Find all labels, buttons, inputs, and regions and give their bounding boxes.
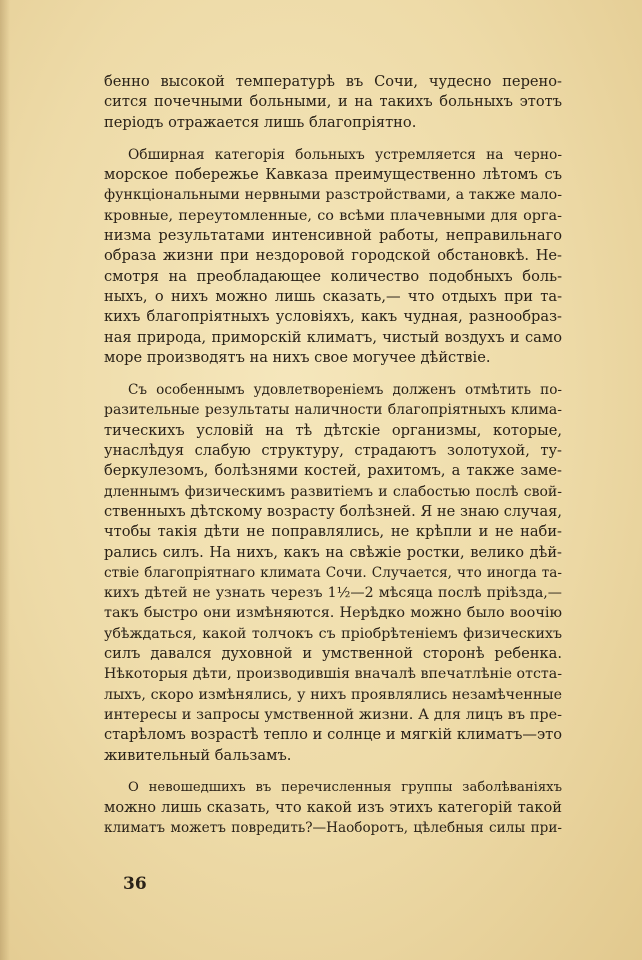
text-line: старѣломъ возрастѣ тепло и солнце и мягкій климатъ—это: [104, 726, 562, 744]
text-line: можно лишь сказать, что какой изъ этихъ категорій такой: [104, 799, 562, 817]
text-line: интересы и запросы умственной жизни. А для лицъ въ пре-: [104, 706, 562, 723]
text-line: убѣждаться, какой толчокъ съ пріобрѣтеніемъ физическихъ: [104, 625, 562, 642]
text-line: низма результатами интенсивной работы, неправильнаго: [104, 227, 562, 245]
text-line: ствіе благопріятнаго климата Сочи. Случается, что иногда та-: [104, 564, 562, 581]
paragraph: [104, 778, 562, 839]
text-body: [104, 72, 562, 839]
text-line: силъ давался духовной и умственной сторонѣ ребенка.: [104, 645, 562, 663]
text-line: Нѣкоторыя дѣти, производившія вначалѣ впечатлѣніе отста-: [104, 666, 562, 683]
text-line: ныхъ, о нихъ можно лишь сказать,— что отдыхъ при та-: [104, 287, 562, 305]
text-line: рались силъ. На нихъ, какъ на свѣжіе ростки, велико дѣй-: [104, 543, 562, 561]
text-line: Съ особеннымъ удовлетвореніемъ долженъ отмѣтить по-: [128, 382, 562, 399]
text-line: живительный бальзамъ.: [104, 746, 292, 764]
text-line: образа жизни при нездоровой городской обстановкѣ. Не-: [104, 247, 562, 265]
text-line: кровные, переутомленные, со всѣми плачевными для орга-: [104, 207, 562, 224]
paragraph: [104, 72, 562, 133]
text-line: дленнымъ физическимъ развитіемъ и слабостью послѣ свой-: [104, 483, 562, 500]
text-line: ная природа, приморскій климатъ, чистый воздухъ и само: [104, 328, 562, 346]
text-line: кихъ благопріятныхъ условіяхъ, какъ чудная, разнообраз-: [104, 308, 562, 326]
text-line: функціональными нервными разстройствами, а также мало-: [104, 187, 562, 204]
text-line: кихъ дѣтей не узнать черезъ 1½—2 мѣсяца послѣ пріѣзда,—: [104, 585, 562, 602]
text-line: лыхъ, скоро измѣнялись, у нихъ проявлялись незамѣченные: [104, 686, 562, 703]
text-line: бенно высокой температурѣ въ Сочи, чудесно перено-: [104, 73, 562, 90]
text-line: разительные результаты наличности благопріятныхъ клима-: [104, 402, 562, 419]
text-line: періодъ отражается лишь благопріятно.: [104, 113, 417, 131]
page-edge-shadow: [0, 0, 10, 960]
text-line: смотря на преобладающее количество подобныхъ боль-: [104, 267, 562, 285]
text-line: климатъ можетъ повредить?—Наоборотъ, цѣлебныя силы при-: [104, 820, 562, 837]
text-line: унаслѣдуя слабую структуру, страдаютъ золотухой, ту-: [104, 442, 562, 460]
page-number: 36: [123, 874, 147, 894]
text-line: тическихъ условій на тѣ дѣтскіе организмы, которые,: [104, 421, 562, 439]
paragraph: [104, 145, 562, 368]
paragraph: [104, 380, 562, 766]
text-line: О невошедшихъ въ перечисленныя группы заболѣваніяхъ: [128, 779, 562, 795]
text-line: море производятъ на нихъ свое могучее дѣйствіе.: [104, 348, 491, 366]
text-line: беркулезомъ, болѣзнями костей, рахитомъ, а также заме-: [104, 462, 562, 480]
text-line: сится почечными больными, и на такихъ больныхъ этотъ: [104, 93, 562, 111]
text-line: ственныхъ дѣтскому возрасту болѣзней. Я не знаю случая,: [104, 502, 562, 520]
text-line: Обширная категорія больныхъ устремляется на черно-: [128, 146, 562, 163]
text-line: такъ быстро они измѣняются. Нерѣдко можно было воочію: [104, 605, 562, 622]
text-line: морское побережье Кавказа преимущественно лѣтомъ съ: [104, 166, 562, 184]
text-line: чтобы такія дѣти не поправлялись, не крѣпли и не наби-: [104, 523, 562, 541]
